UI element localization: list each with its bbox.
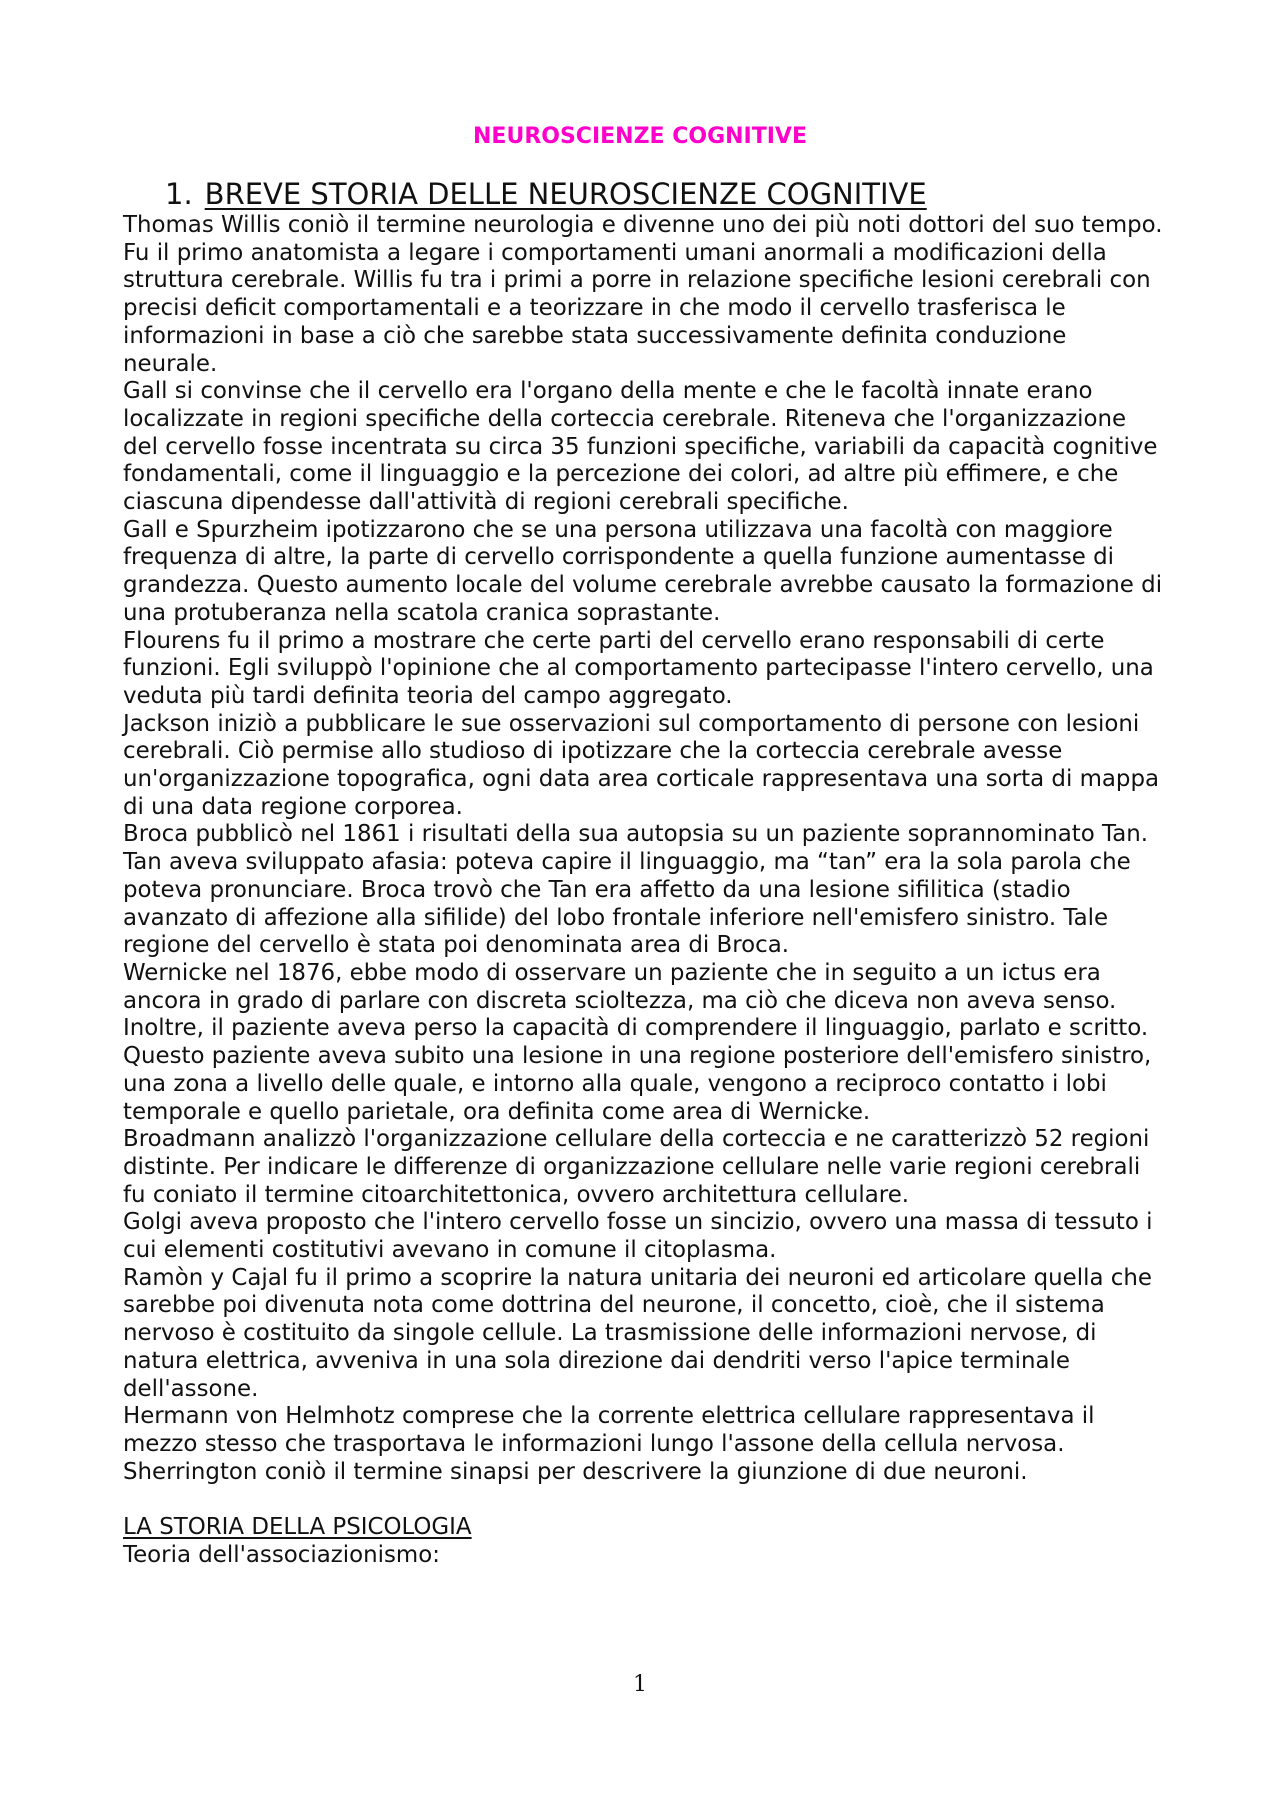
paragraph-flourens: Flourens fu il primo a mostrare che certe parti del cervello erano responsabili di certe funzioni. Egli sviluppò l'opinione che al comportamento partecipasse l'intero cervello, una veduta più tardi definita teoria del campo aggregato. xyxy=(123,627,1154,709)
section-number: 1. xyxy=(165,177,193,211)
paragraph-ramon-y-cajal: Ramòn y Cajal fu il primo a scoprire la natura unitaria dei neuroni ed articolare quella che sarebbe poi divenuta nota come dottrina del neurone, il concetto, cioè, che il sistema nervoso è costituito da singole cellule. La trasmissione delle informazioni nervose, di natura elettrica, avveniva in una sola direzione dai dendriti verso l'apice terminale dell'assone. xyxy=(123,1264,1152,1402)
paragraph-jackson: Jackson iniziò a pubblicare le sue osservazioni sul comportamento di persone con lesioni cerebrali. Ciò permise allo studioso di ipotizzare che la corteccia cerebrale avesse un'organizzazione topografica, ogni data area corticale rappresentava una sorta di mappa di una data regione corporea. xyxy=(123,710,1160,820)
paragraph-associazionismo: Teoria dell'associazionismo: xyxy=(123,1541,440,1568)
blank-line xyxy=(123,1486,1163,1514)
paragraph-gall: Gall si convinse che il cervello era l'organo della mente e che le facoltà innate erano localizzate in regioni specifiche della corteccia cerebrale. Riteneva che l'organizzazione del cervello fosse incentrata su circa 35 funzioni specifiche, variabili da capacità cognitive fondamentali, come il linguaggio e la percezione dei colori, ad altre più effimere, e che ciascuna dipendesse dall'attività di regioni cerebrali specifiche. xyxy=(123,378,1158,516)
page-number: 1 xyxy=(633,1672,647,1697)
paragraph-wernicke: Wernicke nel 1876, ebbe modo di osservare un paziente che in seguito a un ictus era ancora in grado di parlare con discreta scioltezza, ma ciò che diceva non aveva senso. Inoltre, il paziente aveva perso la capacità di comprendere il linguaggio, parlato e scritto. Questo paziente aveva subito una lesione in una regione posteriore dell'emisfero sinistro, una zona a livello delle quale, e intorno alla quale, vengono a reciproco contatto i lobi temporale e quello parietale, ora definita come area di Wernicke. xyxy=(123,959,1152,1125)
paragraph-broca: Broca pubblicò nel 1861 i risultati della sua autopsia su un paziente soprannominato Tan. Tan aveva sviluppato afasia: poteva capire il linguaggio, ma “tan” era la sola parola che poteva pronunciare. Broca trovò che Tan era affetto da una lesione sifilitica (stadio avanzato di affezione alla sifilide) del lobo frontale inferiore nell'emisfero sinistro. Tale regione del cervello è stata poi denominata area di Broca. xyxy=(123,821,1149,959)
section-heading xyxy=(123,176,1163,212)
subheading-storia-psicologia: LA STORIA DELLA PSICOLOGIA xyxy=(123,1514,472,1541)
paragraph-golgi: Golgi aveva proposto che l'intero cervello fosse un sincizio, ovvero una massa di tessuto i cui elementi costitutivi avevano in comune il citoplasma. xyxy=(123,1209,1153,1264)
paragraph-willis: Thomas Willis coniò il termine neurologia e divenne uno dei più noti dottori del suo tempo. Fu il primo anatomista a legare i comportamenti umani anormali a modificazioni della struttura cerebrale. Willis fu tra i primi a porre in relazione specifiche lesioni cerebrali con precisi deficit comportamentali e a teorizzare in che modo il cervello trasferisca le informazioni in base a ciò che sarebbe stata successivamente definita conduzione neurale. xyxy=(123,212,1163,377)
paragraph-sherrington: Sherrington coniò il termine sinapsi per descrivere la giunzione di due neuroni. xyxy=(123,1458,1028,1485)
paragraph-broadmann: Broadmann analizzò l'organizzazione cellulare della corteccia e ne caratterizzò 52 regioni distinte. Per indicare le differenze di organizzazione cellulare nelle varie regioni cerebrali fu coniato il termine citoarchitettonica, ovvero architettura cellulare. xyxy=(123,1126,1150,1208)
document-body xyxy=(123,176,1163,1569)
paragraph-gall-spurzheim: Gall e Spurzheim ipotizzarono che se una persona utilizzava una facoltà con maggiore frequenza di altre, la parte di cervello corrispondente a quella funzione aumentasse di grandezza. Questo aumento locale del volume cerebrale avrebbe causato la formazione di una protuberanza nella scatola cranica soprastante. xyxy=(123,516,1163,626)
document-title: NEUROSCIENZE COGNITIVE xyxy=(473,124,807,149)
section-title: BREVE STORIA DELLE NEUROSCIENZE COGNITIVE xyxy=(204,177,927,211)
paragraph-helmholtz: Hermann von Helmhotz comprese che la corrente elettrica cellulare rappresentava il mezzo stesso che trasportava le informazioni lungo l'assone della cellula nervosa. xyxy=(123,1403,1095,1457)
